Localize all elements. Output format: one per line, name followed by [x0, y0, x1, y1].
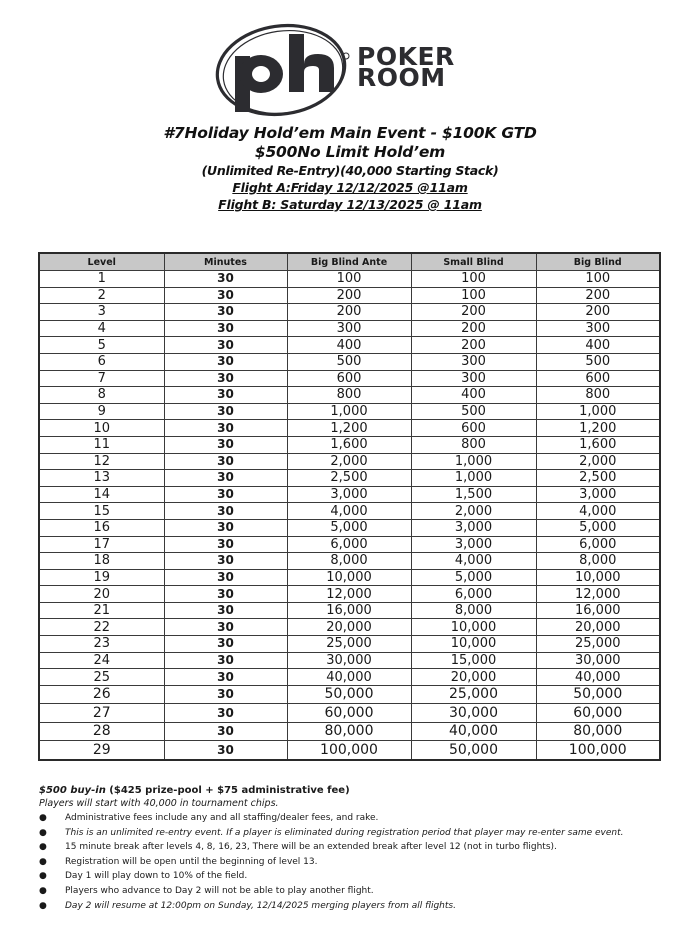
rule-text: Day 2 will resume at 12:00pm on Sunday, 12/14/2025 merging players from all flights. [65, 900, 456, 911]
event-title: #7Holiday Hold’em Main Event - $100K GTD [163, 124, 537, 142]
table-row [39, 503, 660, 520]
cell-level: 19 [39, 569, 164, 586]
cell-minutes: 30 [164, 320, 287, 337]
cell-big-blind: 40,000 [536, 669, 660, 686]
cell-level: 21 [39, 602, 164, 619]
cell-minutes: 30 [164, 619, 287, 636]
cell-small-blind: 25,000 [411, 685, 536, 704]
cell-minutes: 30 [164, 271, 287, 288]
cell-big-blind-ante: 100 [287, 271, 411, 288]
cell-big-blind: 12,000 [536, 586, 660, 603]
rule-item [39, 899, 679, 914]
cell-small-blind: 30,000 [411, 704, 536, 723]
rule-text: This is an unlimited re-entry event. If a player is eliminated during registration period that player may re-enter same event. [65, 827, 624, 838]
cell-big-blind: 5,000 [536, 519, 660, 536]
cell-minutes: 30 [164, 403, 287, 420]
table-row [39, 586, 660, 603]
cell-minutes: 30 [164, 453, 287, 470]
cell-level: 29 [39, 741, 164, 760]
table-row [39, 403, 660, 420]
cell-small-blind: 10,000 [411, 619, 536, 636]
rules-list [39, 811, 679, 913]
logo-wordmark [357, 42, 455, 92]
cell-big-blind-ante: 25,000 [287, 636, 411, 653]
cell-level: 6 [39, 353, 164, 370]
event-header [0, 124, 700, 213]
cell-big-blind-ante: 4,000 [287, 503, 411, 520]
cell-big-blind: 600 [536, 370, 660, 387]
cell-big-blind-ante: 800 [287, 387, 411, 404]
cell-small-blind: 600 [411, 420, 536, 437]
cell-big-blind: 8,000 [536, 553, 660, 570]
cell-minutes: 30 [164, 569, 287, 586]
cell-level: 2 [39, 287, 164, 304]
cell-minutes: 30 [164, 741, 287, 760]
cell-small-blind: 300 [411, 353, 536, 370]
table-row [39, 370, 660, 387]
cell-small-blind: 100 [411, 271, 536, 288]
cell-minutes: 30 [164, 486, 287, 503]
rule-item [39, 869, 679, 884]
cell-minutes: 30 [164, 536, 287, 553]
bullet-icon: ● [39, 856, 47, 867]
cell-big-blind-ante: 40,000 [287, 669, 411, 686]
cell-small-blind: 100 [411, 287, 536, 304]
cell-minutes: 30 [164, 685, 287, 704]
cell-minutes: 30 [164, 636, 287, 653]
cell-small-blind: 2,000 [411, 503, 536, 520]
cell-big-blind: 100 [536, 271, 660, 288]
cell-small-blind: 500 [411, 403, 536, 420]
cell-minutes: 30 [164, 503, 287, 520]
cell-small-blind: 400 [411, 387, 536, 404]
cell-big-blind-ante: 8,000 [287, 553, 411, 570]
cell-big-blind: 16,000 [536, 602, 660, 619]
cell-big-blind: 3,000 [536, 486, 660, 503]
cell-level: 1 [39, 271, 164, 288]
cell-big-blind: 200 [536, 287, 660, 304]
starting-chips-note: Players will start with 40,000 in tournament chips. [39, 798, 279, 809]
cell-level: 7 [39, 370, 164, 387]
rule-text: Administrative fees include any and all staffing/dealer fees, and rake. [65, 813, 379, 823]
table-row [39, 602, 660, 619]
buyin-breakdown: ($425 prize-pool + $75 administrative fee) [105, 785, 350, 796]
cell-small-blind: 20,000 [411, 669, 536, 686]
cell-big-blind: 4,000 [536, 503, 660, 520]
cell-minutes: 30 [164, 704, 287, 723]
cell-small-blind: 200 [411, 320, 536, 337]
table-row [39, 569, 660, 586]
cell-big-blind-ante: 12,000 [287, 586, 411, 603]
cell-small-blind: 3,000 [411, 536, 536, 553]
table-row [39, 271, 660, 288]
cell-level: 24 [39, 652, 164, 669]
column-header-small-blind: Small Blind [411, 253, 536, 271]
blind-structure-table [38, 252, 661, 761]
cell-big-blind-ante: 6,000 [287, 536, 411, 553]
cell-small-blind: 1,000 [411, 453, 536, 470]
cell-minutes: 30 [164, 353, 287, 370]
cell-level: 25 [39, 669, 164, 686]
bullet-icon: ● [39, 885, 47, 896]
cell-big-blind: 30,000 [536, 652, 660, 669]
cell-small-blind: 1,500 [411, 486, 536, 503]
column-header-minutes: Minutes [164, 253, 287, 271]
column-header-big-blind-ante: Big Blind Ante [287, 253, 411, 271]
cell-big-blind: 300 [536, 320, 660, 337]
table-row [39, 636, 660, 653]
cell-level: 26 [39, 685, 164, 704]
cell-level: 16 [39, 519, 164, 536]
cell-level: 23 [39, 636, 164, 653]
rule-text: Players who advance to Day 2 will not be able to play another flight. [65, 885, 374, 896]
cell-big-blind: 2,000 [536, 453, 660, 470]
cell-small-blind: 15,000 [411, 652, 536, 669]
cell-level: 18 [39, 553, 164, 570]
cell-level: 8 [39, 387, 164, 404]
cell-big-blind-ante: 2,000 [287, 453, 411, 470]
cell-big-blind-ante: 400 [287, 337, 411, 354]
cell-minutes: 30 [164, 420, 287, 437]
tournament-notes [39, 784, 679, 913]
cell-level: 5 [39, 337, 164, 354]
cell-minutes: 30 [164, 519, 287, 536]
cell-big-blind: 500 [536, 353, 660, 370]
cell-minutes: 30 [164, 337, 287, 354]
cell-big-blind-ante: 300 [287, 320, 411, 337]
cell-minutes: 30 [164, 287, 287, 304]
cell-small-blind: 1,000 [411, 470, 536, 487]
cell-small-blind: 4,000 [411, 553, 536, 570]
cell-big-blind-ante: 3,000 [287, 486, 411, 503]
rule-item [39, 811, 679, 826]
table-row [39, 287, 660, 304]
cell-minutes: 30 [164, 602, 287, 619]
cell-big-blind: 50,000 [536, 685, 660, 704]
cell-level: 10 [39, 420, 164, 437]
bullet-icon: ● [39, 871, 47, 882]
event-details: (Unlimited Re-Entry)(40,000 Starting Stack) [201, 163, 499, 178]
cell-big-blind: 200 [536, 304, 660, 321]
cell-small-blind: 200 [411, 337, 536, 354]
table-row [39, 337, 660, 354]
cell-big-blind-ante: 30,000 [287, 652, 411, 669]
cell-big-blind: 1,200 [536, 420, 660, 437]
cell-minutes: 30 [164, 652, 287, 669]
ph-logo-mark-icon [213, 22, 363, 122]
column-header-big-blind: Big Blind [536, 253, 660, 271]
cell-big-blind: 400 [536, 337, 660, 354]
rule-text: Day 1 will play down to 10% of the field. [65, 871, 248, 882]
cell-big-blind-ante: 10,000 [287, 569, 411, 586]
rule-text: 15 minute break after levels 4, 8, 16, 23, There will be an extended break after level 12 (not in turbo flights). [65, 842, 557, 853]
cell-big-blind-ante: 200 [287, 304, 411, 321]
bullet-icon: ● [39, 900, 47, 911]
bullet-icon: ● [39, 827, 47, 838]
cell-minutes: 30 [164, 553, 287, 570]
cell-small-blind: 8,000 [411, 602, 536, 619]
cell-small-blind: 300 [411, 370, 536, 387]
bullet-icon: ● [39, 813, 47, 823]
cell-level: 3 [39, 304, 164, 321]
cell-level: 11 [39, 436, 164, 453]
table-row [39, 453, 660, 470]
rule-item [39, 884, 679, 899]
cell-level: 4 [39, 320, 164, 337]
cell-big-blind-ante: 20,000 [287, 619, 411, 636]
buyin-amount: $500 buy-in [39, 785, 106, 796]
cell-level: 28 [39, 722, 164, 741]
cell-small-blind: 6,000 [411, 586, 536, 603]
table-row [39, 387, 660, 404]
cell-big-blind: 100,000 [536, 741, 660, 760]
cell-minutes: 30 [164, 304, 287, 321]
cell-big-blind-ante: 5,000 [287, 519, 411, 536]
cell-big-blind: 80,000 [536, 722, 660, 741]
event-subtitle: $500No Limit Hold’em [254, 143, 446, 161]
cell-level: 12 [39, 453, 164, 470]
cell-big-blind-ante: 16,000 [287, 602, 411, 619]
cell-big-blind: 20,000 [536, 619, 660, 636]
cell-level: 22 [39, 619, 164, 636]
cell-minutes: 30 [164, 586, 287, 603]
table-header-row [39, 253, 660, 271]
table-row [39, 519, 660, 536]
cell-level: 27 [39, 704, 164, 723]
table-row [39, 436, 660, 453]
cell-big-blind: 800 [536, 387, 660, 404]
table-row [39, 486, 660, 503]
cell-big-blind-ante: 60,000 [287, 704, 411, 723]
table-row [39, 669, 660, 686]
cell-big-blind-ante: 500 [287, 353, 411, 370]
cell-minutes: 30 [164, 387, 287, 404]
cell-big-blind-ante: 80,000 [287, 722, 411, 741]
table-row [39, 704, 660, 723]
cell-small-blind: 50,000 [411, 741, 536, 760]
cell-level: 13 [39, 470, 164, 487]
flight-a: Flight A:Friday 12/12/2025 @11am [232, 180, 468, 195]
table-row [39, 470, 660, 487]
cell-big-blind-ante: 50,000 [287, 685, 411, 704]
cell-big-blind: 6,000 [536, 536, 660, 553]
cell-big-blind: 2,500 [536, 470, 660, 487]
table-body [39, 271, 660, 760]
cell-level: 17 [39, 536, 164, 553]
rule-item [39, 826, 679, 841]
table-row [39, 420, 660, 437]
cell-big-blind: 10,000 [536, 569, 660, 586]
rule-item [39, 840, 679, 855]
cell-level: 9 [39, 403, 164, 420]
cell-small-blind: 5,000 [411, 569, 536, 586]
table-row [39, 741, 660, 760]
cell-level: 20 [39, 586, 164, 603]
rule-text: Registration will be open until the beginning of level 13. [65, 856, 318, 867]
cell-minutes: 30 [164, 722, 287, 741]
table-row [39, 304, 660, 321]
cell-small-blind: 40,000 [411, 722, 536, 741]
cell-big-blind-ante: 600 [287, 370, 411, 387]
cell-big-blind: 1,000 [536, 403, 660, 420]
table-row [39, 619, 660, 636]
flight-b: Flight B: Saturday 12/13/2025 @ 11am [218, 197, 482, 212]
logo-line-poker: POKER [357, 42, 455, 71]
table-row [39, 722, 660, 741]
cell-big-blind-ante: 1,200 [287, 420, 411, 437]
cell-big-blind-ante: 1,000 [287, 403, 411, 420]
cell-big-blind-ante: 100,000 [287, 741, 411, 760]
cell-minutes: 30 [164, 669, 287, 686]
column-header-level: Level [39, 253, 164, 271]
table-row [39, 536, 660, 553]
cell-small-blind: 200 [411, 304, 536, 321]
cell-minutes: 30 [164, 436, 287, 453]
table-row [39, 685, 660, 704]
cell-big-blind-ante: 1,600 [287, 436, 411, 453]
rule-item [39, 855, 679, 870]
table-row [39, 553, 660, 570]
cell-big-blind-ante: 200 [287, 287, 411, 304]
cell-big-blind: 25,000 [536, 636, 660, 653]
cell-minutes: 30 [164, 370, 287, 387]
ph-poker-room-logo [213, 22, 483, 122]
table-row [39, 353, 660, 370]
cell-small-blind: 10,000 [411, 636, 536, 653]
cell-level: 14 [39, 486, 164, 503]
cell-big-blind-ante: 2,500 [287, 470, 411, 487]
cell-small-blind: 800 [411, 436, 536, 453]
table-row [39, 320, 660, 337]
cell-small-blind: 3,000 [411, 519, 536, 536]
cell-minutes: 30 [164, 470, 287, 487]
logo-line-room: ROOM [357, 63, 446, 92]
cell-big-blind: 60,000 [536, 704, 660, 723]
cell-level: 15 [39, 503, 164, 520]
table-row [39, 652, 660, 669]
bullet-icon: ● [39, 842, 47, 853]
cell-big-blind: 1,600 [536, 436, 660, 453]
buyin-line [39, 784, 679, 797]
